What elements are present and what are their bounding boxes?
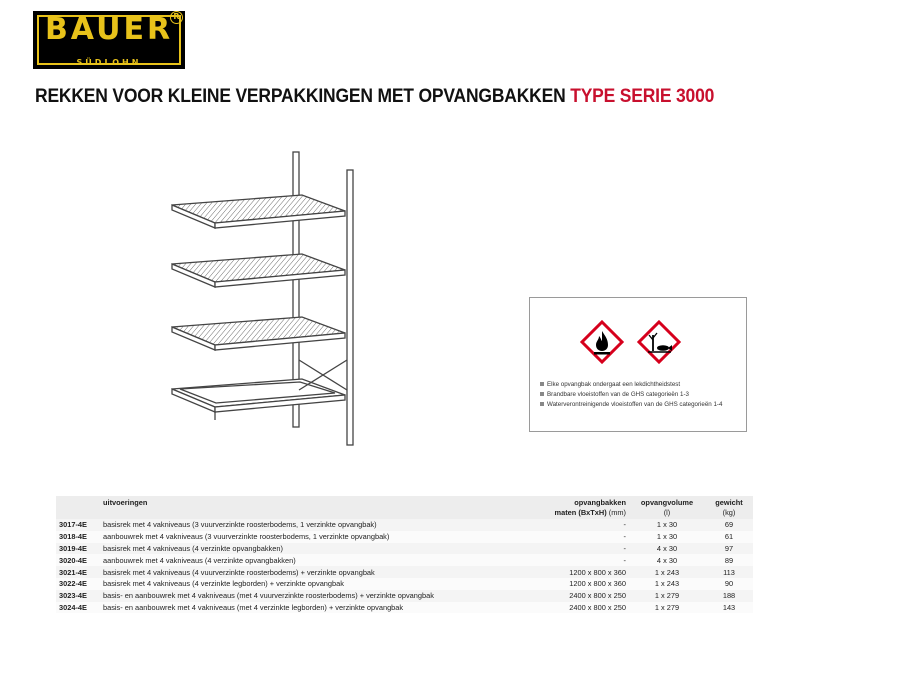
hazard-info-box — [529, 297, 747, 432]
header-variant: uitvoeringen — [103, 498, 148, 507]
environment-ghs-icon — [637, 320, 681, 364]
header-weight: gewicht (kg) — [715, 498, 743, 517]
registered-mark: R — [170, 11, 183, 24]
table-row: 3023-4E basis- en aanbouwrek met 4 vakniveaus (met 4 vuurverzinkte roosterbodems) + verzinkte opvangbak 2400 x 800 x 250 1 x 279 188 — [56, 590, 753, 602]
table-row: 3020-4E aanbouwrek met 4 vakniveaus (4 verzinkte opvangbakken) - 4 x 30 89 — [56, 554, 753, 566]
flame-ghs-icon — [580, 320, 624, 364]
hazard-note: Elke opvangbak ondergaat een lekdichtheidstest — [540, 380, 722, 390]
title-main: REKKEN VOOR KLEINE VERPAKKINGEN MET OPVANGBAKKEN — [35, 86, 566, 107]
bullet-square-icon — [540, 402, 544, 406]
table-row: 3017-4E basisrek met 4 vakniveaus (3 vuurverzinkte roosterbodems, 1 verzinkte opvangbak) - 1 x 30 69 — [56, 519, 753, 531]
table-header-row — [56, 496, 753, 519]
table-row: 3018-4E aanbouwrek met 4 vakniveaus (3 vuurverzinkte roosterbodems, 1 verzinkte opvangbak) - 1 x 30 61 — [56, 531, 753, 543]
table-row: 3021-4E basisrek met 4 vakniveaus (4 vuurverzinkte roosterbodems) + verzinkte opvangbak 1200 x 800 x 360 1 x 243 113 — [56, 566, 753, 578]
table-row: 3022-4E basisrek met 4 vakniveaus (4 verzinkte legborden) + verzinkte opvangbak 1200 x 800 x 360 1 x 243 90 — [56, 578, 753, 590]
brand-logo — [33, 11, 185, 69]
table-row: 3019-4E basisrek met 4 vakniveaus (4 verzinkte opvangbakken) - 4 x 30 97 — [56, 543, 753, 555]
logo-wordmark: BAUER — [44, 12, 174, 47]
title-accent: TYPE SERIE 3000 — [570, 86, 715, 107]
spec-table — [56, 496, 753, 613]
bullet-square-icon — [540, 392, 544, 396]
rack-illustration-icon — [160, 145, 370, 450]
hazard-note: Brandbare vloeistoffen van de GHS categorieën 1-3 — [540, 390, 722, 400]
table-row: 3024-4E basis- en aanbouwrek met 4 vakniveaus (met 4 verzinkte legborden) + verzinkte opvangbak 2400 x 800 x 250 1 x 279 143 — [56, 602, 753, 614]
header-volume: opvangvolume (l) — [640, 498, 694, 517]
hazard-note: Waterverontreinigende vloeistoffen van de GHS categorieën 1-4 — [540, 400, 722, 410]
hazard-notes — [540, 380, 722, 410]
bullet-square-icon — [540, 382, 544, 386]
page-title — [35, 86, 714, 108]
logo-subline: SÜDLOHN — [76, 58, 142, 67]
header-tray: opvangbakken maten (BxTxH) (mm) — [554, 498, 626, 517]
